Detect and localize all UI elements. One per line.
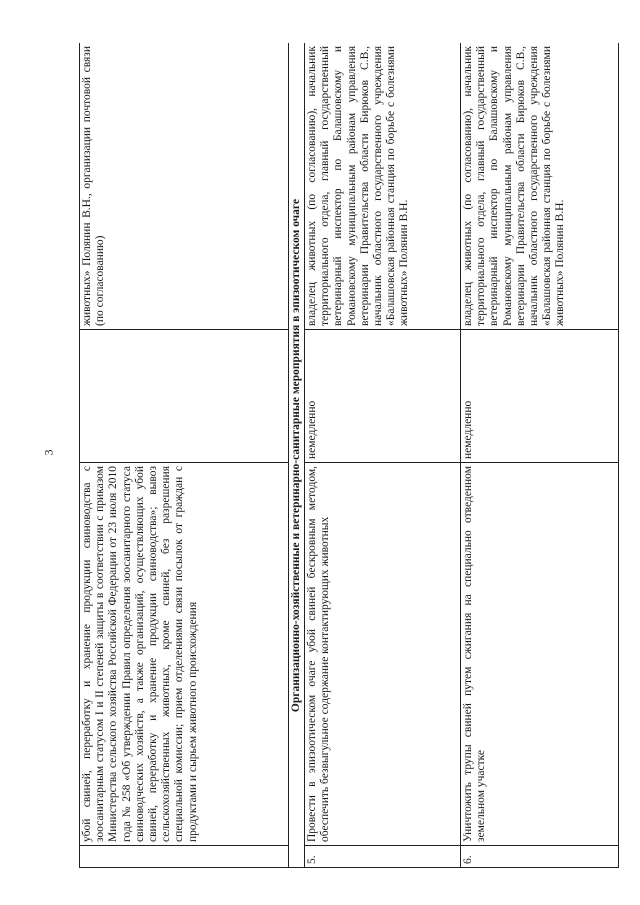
row-5-number: 5. — [306, 855, 318, 864]
row-5-responsible: владелец животных (по согласованию), начальник территориального отдела, главный государственный ветеринарный инспектор по Балашовскому и Романовскому муниципальным районам управления ветеринарии Правительства области Бирюков С.В., начальник областного государственного учреждения «Балашовская районная станция по борьбе с болезнями животных» Полянин В.Н. — [306, 46, 411, 326]
rotated-table-wrapper — [79, 43, 619, 868]
page-number: 3 — [41, 449, 56, 456]
cont-row-measure: убой свиней, переработку и хранение продукции свиноводства с зоосанитарным статусом I и II степеней защиты в соответствии с приказом Министерства сельского хозяйства Российской Федерации от 23 июля 2010 года № 258 «Об утверждении Правил определения зоосанитарного статуса свиноводческих хозяйств, а также организаций, осуществляющих убой свиней, переработку и хранение продукции свиноводства»; вывоз сельскохозяйственных животных, кроме свиней, без разрешения специальной комиссии; прием отделениями связи посылок от граждан с продуктами и сырьем животного происхождения — [81, 466, 199, 842]
cont-row-responsible: животных» Полянин В.Н., организации почтовой связи (по согласованию) — [81, 46, 107, 326]
cont-row-term — [80, 330, 288, 462]
section-heading: Организационно-хозяйственные и ветеринарно-санитарные мероприятия в эпизоотическом очаге — [290, 198, 302, 713]
row-6-number: 6. — [462, 855, 474, 864]
row-6-term: немедленно — [462, 400, 474, 459]
row-5-term: немедленно — [306, 400, 318, 459]
measures-table — [79, 43, 619, 868]
row-5-measure: Провести в эпизоотическом очаге убой свиней бескровным методом, обеспечить безвыгульное содержание контактирующих животных — [306, 466, 332, 842]
row-6-measure: Уничтожить трупы свиней путем сжигания на специально отведенном земельном участке — [462, 466, 488, 842]
cont-row-number — [80, 846, 288, 867]
row-6-responsible: владелец животных (по согласованию), начальник территориального отдела, главный государственный ветеринарный инспектор по Балашовскому и Романовскому муниципальным районам управления ветеринарии Правительства области Бирюков С.В., начальник областного государственного учреждения «Балашовская районная станция по борьбе с болезнями животных» Полянин В.Н. — [462, 46, 567, 326]
